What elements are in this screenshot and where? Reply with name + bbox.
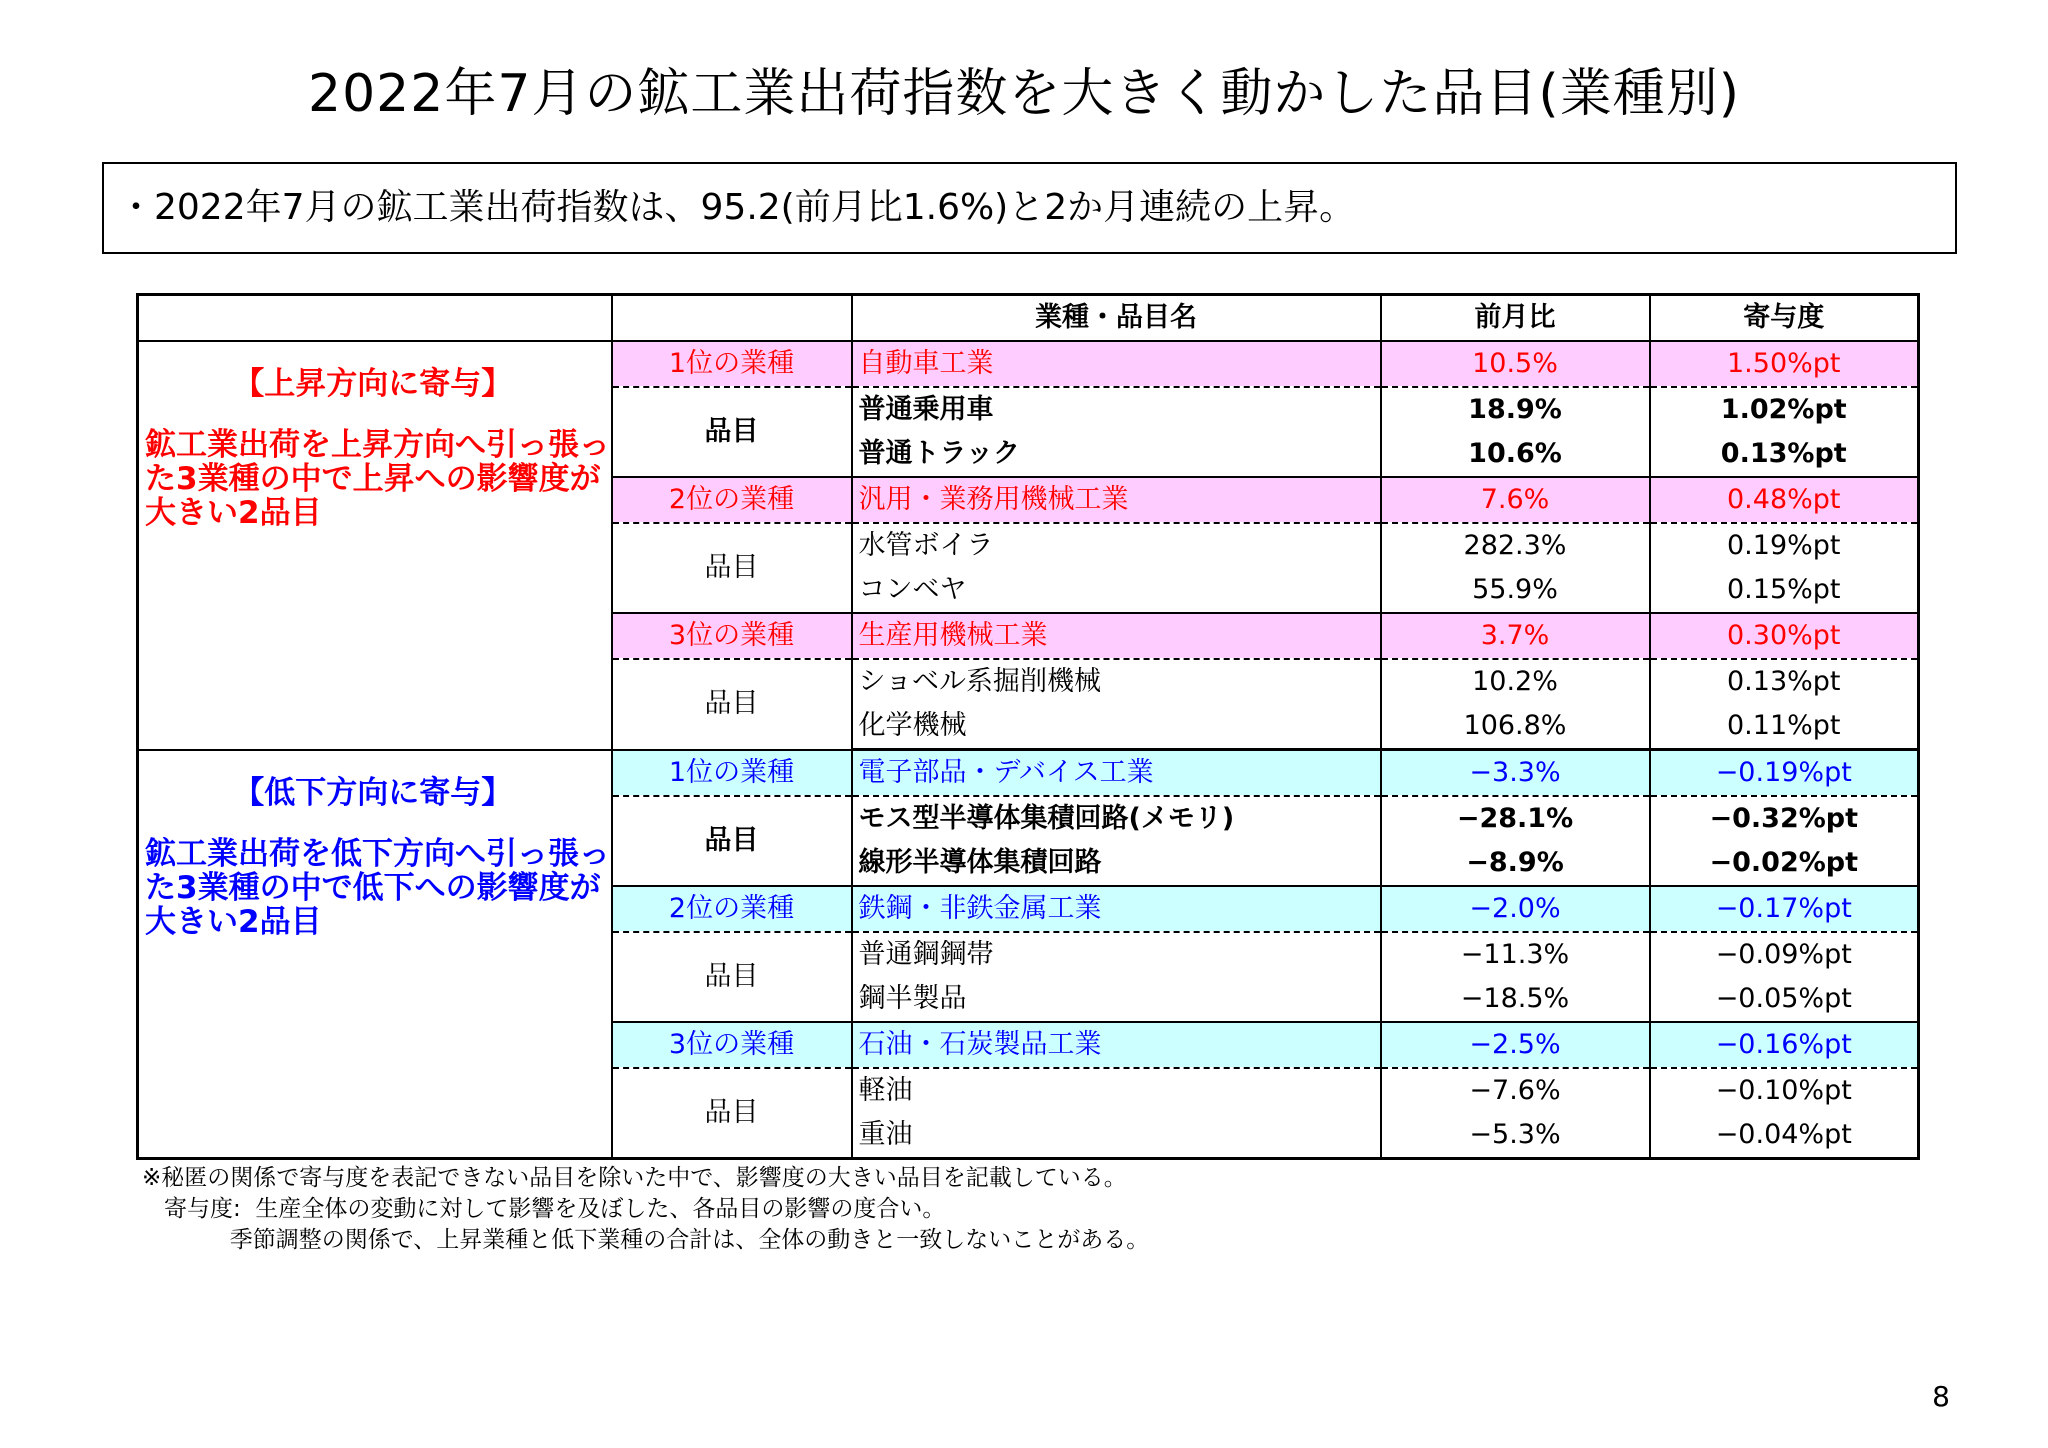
item-contrib: −0.09%pt	[1650, 932, 1919, 977]
note-line-1: ※秘匿の関係で寄与度を表記できない品目を除いた中で、影響度の大きい品目を記載している。	[142, 1165, 1127, 1191]
item-name: コンベヤ	[852, 568, 1381, 613]
header-name: 業種・品目名	[852, 295, 1381, 342]
item-label: 品目	[612, 523, 852, 613]
industry-contrib: −0.19%pt	[1650, 750, 1919, 797]
page-number: 8	[1932, 1380, 1950, 1413]
header-mom: 前月比	[1381, 295, 1650, 342]
header-contrib: 寄与度	[1650, 295, 1919, 342]
contribution-table	[136, 293, 1920, 1160]
header-blank	[138, 295, 612, 342]
industry-mom: 10.5%	[1381, 341, 1650, 387]
item-mom: 282.3%	[1381, 523, 1650, 568]
industry-mom: 7.6%	[1381, 477, 1650, 523]
up-heading: 【上昇方向に寄与】	[233, 366, 513, 402]
item-name: 重油	[852, 1113, 1381, 1159]
item-mom: −18.5%	[1381, 977, 1650, 1022]
industry-rank: 3位の業種	[612, 613, 852, 659]
industry-mom: −3.3%	[1381, 750, 1650, 797]
industry-contrib: 0.30%pt	[1650, 613, 1919, 659]
item-name: 普通トラック	[852, 432, 1381, 477]
up-section	[138, 341, 1919, 750]
header-spacer	[612, 295, 852, 342]
industry-name: 電子部品・デバイス工業	[852, 750, 1381, 797]
industry-rank: 2位の業種	[612, 477, 852, 523]
item-contrib: 1.02%pt	[1650, 387, 1919, 432]
item-name: 水管ボイラ	[852, 523, 1381, 568]
item-name: 鋼半製品	[852, 977, 1381, 1022]
item-contrib: −0.02%pt	[1650, 841, 1919, 886]
item-contrib: 0.13%pt	[1650, 432, 1919, 477]
industry-row	[138, 341, 1919, 387]
footnotes	[142, 1163, 1149, 1256]
table-header-row	[138, 295, 1919, 342]
item-label: 品目	[612, 1068, 852, 1159]
industry-mom: −2.0%	[1381, 886, 1650, 932]
item-label: 品目	[612, 387, 852, 477]
item-name: モス型半導体集積回路(メモリ)	[852, 796, 1381, 841]
note-label-contrib: 寄与度:	[163, 1196, 241, 1222]
item-name: 化学機械	[852, 704, 1381, 750]
item-name: ショベル系掘削機械	[852, 659, 1381, 704]
industry-rank: 2位の業種	[612, 886, 852, 932]
down-side-cell	[138, 750, 612, 1159]
item-label: 品目	[612, 796, 852, 886]
industry-name: 自動車工業	[852, 341, 1381, 387]
down-description: 鉱工業出荷を低下方向へ引っ張った3業種の中で低下への影響度が大きい2品目	[145, 835, 610, 940]
item-contrib: −0.05%pt	[1650, 977, 1919, 1022]
note-line-3: 季節調整の関係で、上昇業種と低下業種の合計は、全体の動きと一致しないことがある。	[229, 1227, 1150, 1253]
item-mom: 18.9%	[1381, 387, 1650, 432]
item-name: 普通乗用車	[852, 387, 1381, 432]
item-contrib: −0.10%pt	[1650, 1068, 1919, 1113]
item-contrib: −0.32%pt	[1650, 796, 1919, 841]
industry-name: 汎用・業務用機械工業	[852, 477, 1381, 523]
item-contrib: −0.04%pt	[1650, 1113, 1919, 1159]
item-contrib: 0.13%pt	[1650, 659, 1919, 704]
item-mom: −11.3%	[1381, 932, 1650, 977]
industry-mom: −2.5%	[1381, 1022, 1650, 1068]
industry-contrib: −0.16%pt	[1650, 1022, 1919, 1068]
down-heading: 【低下方向に寄与】	[233, 774, 513, 811]
item-mom: −8.9%	[1381, 841, 1650, 886]
industry-rank: 3位の業種	[612, 1022, 852, 1068]
industry-name: 生産用機械工業	[852, 613, 1381, 659]
note-line-2: 生産全体の変動に対して影響を及ぼした、各品目の影響の度合い。	[255, 1196, 946, 1222]
item-mom: 10.6%	[1381, 432, 1650, 477]
industry-rank: 1位の業種	[612, 750, 852, 797]
item-mom: −5.3%	[1381, 1113, 1650, 1159]
item-mom: −28.1%	[1381, 796, 1650, 841]
industry-rank: 1位の業種	[612, 341, 852, 387]
page-title: 2022年7月の鉱工業出荷指数を大きく動かした品目(業種別)	[308, 64, 1740, 124]
up-side-cell	[138, 341, 612, 750]
summary-box: ・2022年7月の鉱工業出荷指数は、95.2(前月比1.6%)と2か月連続の上昇。	[102, 162, 1957, 254]
industry-mom: 3.7%	[1381, 613, 1650, 659]
down-section	[138, 750, 1919, 1159]
industry-contrib: 0.48%pt	[1650, 477, 1919, 523]
item-label: 品目	[612, 659, 852, 750]
item-mom: 106.8%	[1381, 704, 1650, 750]
item-name: 線形半導体集積回路	[852, 841, 1381, 886]
item-mom: −7.6%	[1381, 1068, 1650, 1113]
item-contrib: 0.11%pt	[1650, 704, 1919, 750]
item-name: 軽油	[852, 1068, 1381, 1113]
item-contrib: 0.19%pt	[1650, 523, 1919, 568]
up-description: 鉱工業出荷を上昇方向へ引っ張った3業種の中で上昇への影響度が大きい2品目	[145, 427, 610, 531]
item-label: 品目	[612, 932, 852, 1022]
item-name: 普通鋼鋼帯	[852, 932, 1381, 977]
industry-row	[138, 750, 1919, 797]
item-contrib: 0.15%pt	[1650, 568, 1919, 613]
industry-contrib: −0.17%pt	[1650, 886, 1919, 932]
industry-contrib: 1.50%pt	[1650, 341, 1919, 387]
industry-name: 鉄鋼・非鉄金属工業	[852, 886, 1381, 932]
item-mom: 55.9%	[1381, 568, 1650, 613]
industry-name: 石油・石炭製品工業	[852, 1022, 1381, 1068]
item-mom: 10.2%	[1381, 659, 1650, 704]
